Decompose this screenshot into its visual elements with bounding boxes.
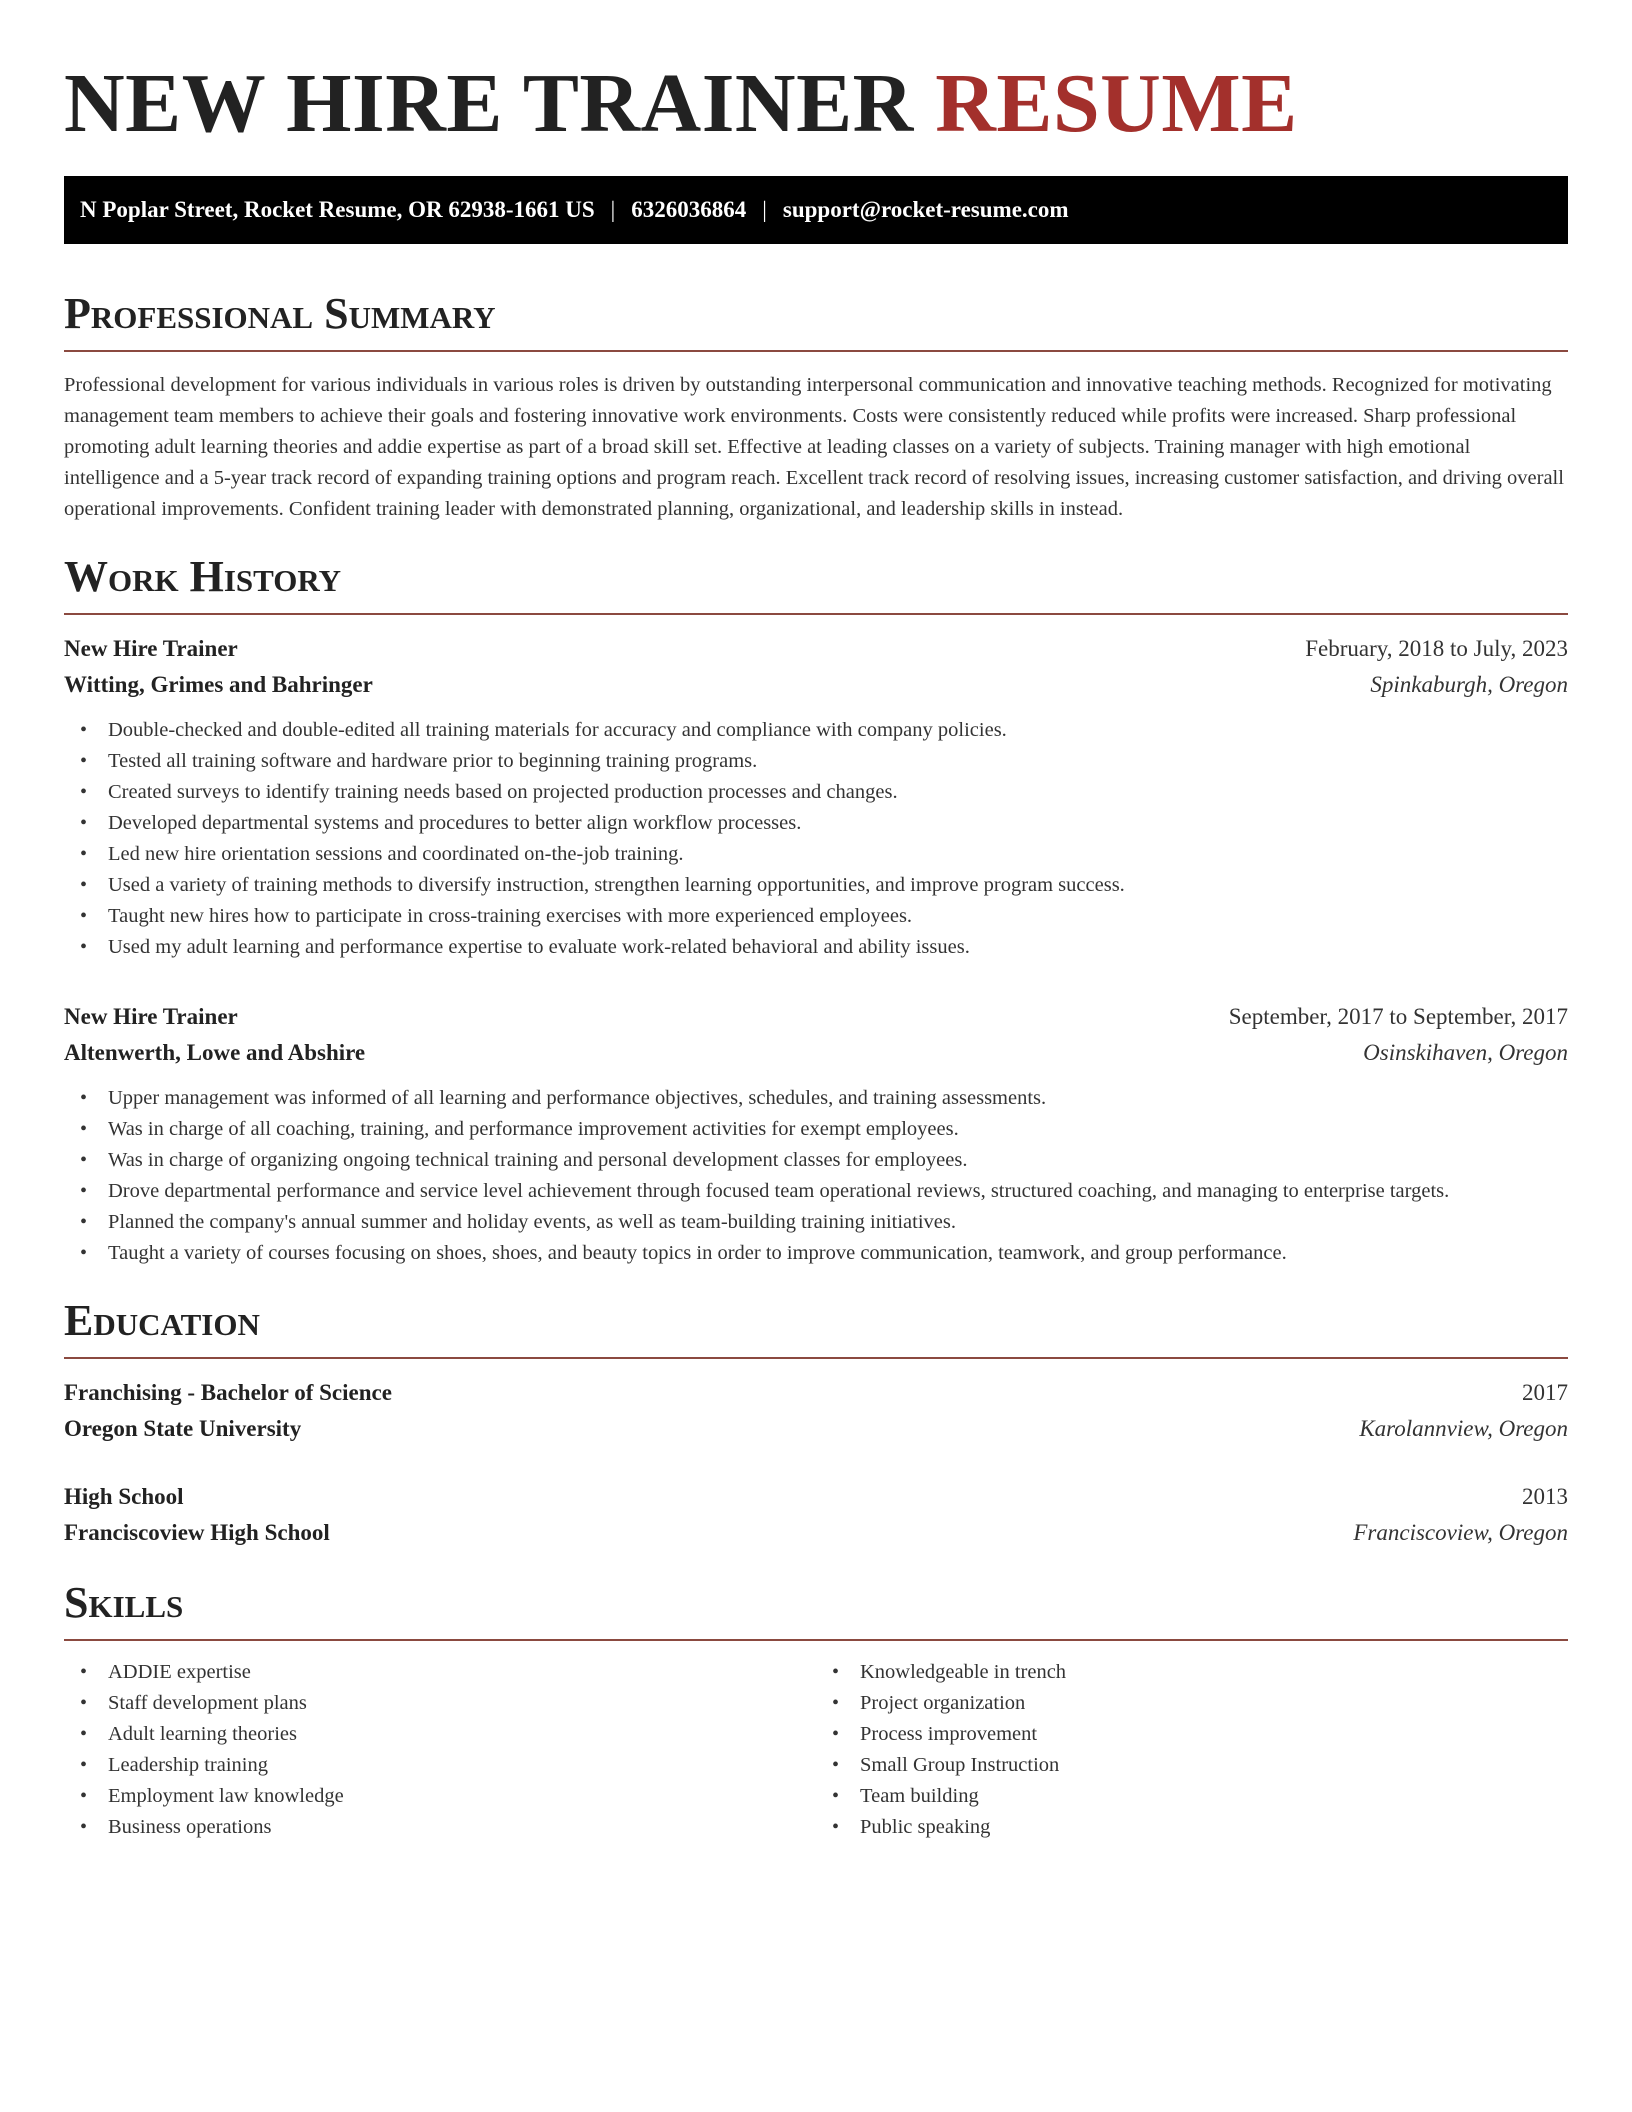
- contact-bar: [64, 176, 1568, 244]
- skills-grid: [64, 1657, 1568, 1843]
- resume-title: [64, 56, 1568, 152]
- section-divider: [64, 613, 1568, 615]
- list-item: • Used my adult learning and performance expertise to evaluate work-related behavioral and ability issues.: [80, 932, 1568, 963]
- education-degree: High School: [64, 1484, 184, 1509]
- job-company-row: [64, 1035, 1568, 1071]
- list-item: • Developed departmental systems and procedures to better align workflow processes.: [80, 808, 1568, 839]
- contact-separator: |: [610, 197, 616, 222]
- education-year: 2017: [1522, 1380, 1568, 1405]
- education-heading: Education: [64, 1296, 260, 1345]
- skills-column-left: [64, 1657, 816, 1843]
- skill-item: • Leadership training: [80, 1750, 816, 1781]
- education-entry: [64, 1375, 1568, 1447]
- education-school-row: [64, 1515, 1568, 1551]
- section-divider: [64, 350, 1568, 352]
- job-location: Osinskihaven, Oregon: [1363, 1040, 1568, 1065]
- education-header-row: [64, 1375, 1568, 1411]
- list-item: • Double-checked and double-edited all training materials for accuracy and compliance with company policies.: [80, 715, 1568, 746]
- job-title: New Hire Trainer: [64, 636, 238, 661]
- skill-item: • Process improvement: [832, 1719, 1568, 1750]
- skills-column-right: [816, 1657, 1568, 1843]
- list-item: • Led new hire orientation sessions and coordinated on-the-job training.: [80, 839, 1568, 870]
- job-dates: February, 2018 to July, 2023: [1305, 636, 1568, 661]
- skill-item: • Employment law knowledge: [80, 1781, 816, 1812]
- education-location: Franciscoview, Oregon: [1353, 1520, 1568, 1545]
- education-header-row: [64, 1479, 1568, 1515]
- list-item: • Was in charge of organizing ongoing technical training and personal development classes for employees.: [80, 1145, 1568, 1176]
- job-company-row: [64, 667, 1568, 703]
- job-header-row: [64, 999, 1568, 1035]
- contact-phone[interactable]: 6326036864: [631, 197, 747, 222]
- skill-item: • Adult learning theories: [80, 1719, 816, 1750]
- job-duties-list: [64, 715, 1568, 963]
- summary-text: Professional development for various individuals in various roles is driven by outstanding interpersonal communication and innovative teaching methods. Recognized for motivating management team members to achieve their goals and fostering innovative work environments. Costs were consistently reduced while profits were increased. Sharp professional promoting adult learning theories and addie expertise as part of a broad skill set. Effective at leading classes on a variety of subjects. Training manager with high emotional intelligence and a 5-year track record of expanding training options and program reach. Excellent track record of resolving issues, increasing customer satisfaction, and driving overall operational improvements. Confident training leader with demonstrated planning, organizational, and leadership skills in instead.: [64, 374, 1564, 520]
- list-item: • Upper management was informed of all learning and performance objectives, schedules, and training assessments.: [80, 1083, 1568, 1114]
- summary-heading: Professional Summary: [64, 289, 496, 338]
- list-item: • Planned the company's annual summer and holiday events, as well as team-building training initiatives.: [80, 1207, 1568, 1238]
- skill-item: • Knowledgeable in trench: [832, 1657, 1568, 1688]
- contact-separator: |: [762, 197, 767, 222]
- job-location: Spinkaburgh, Oregon: [1370, 672, 1568, 697]
- contact-address: N Poplar Street, Rocket Resume, OR 62938-1661 US: [80, 197, 595, 222]
- list-item: • Taught a variety of courses focusing on shoes, shoes, and beauty topics in order to improve communication, teamwork, and group performance.: [80, 1238, 1568, 1269]
- work-history-section: [64, 551, 1568, 1269]
- contact-email[interactable]: support@rocket-resume.com: [782, 197, 1069, 222]
- summary-section: [64, 288, 1568, 525]
- job-title: New Hire Trainer: [64, 1004, 238, 1029]
- education-school: Oregon State University: [64, 1416, 302, 1441]
- skill-item: • Small Group Instruction: [832, 1750, 1568, 1781]
- skill-item: • Business operations: [80, 1812, 816, 1843]
- job-duties-list: [64, 1083, 1568, 1269]
- education-entry: [64, 1479, 1568, 1551]
- job-entry: [64, 999, 1568, 1269]
- skill-item: • Staff development plans: [80, 1688, 816, 1719]
- list-item: • Created surveys to identify training needs based on projected production processes and changes.: [80, 777, 1568, 808]
- skills-list: [64, 1657, 816, 1843]
- job-company: Altenwerth, Lowe and Abshire: [64, 1040, 366, 1065]
- list-item: • Used a variety of training methods to diversify instruction, strengthen learning opportunities, and improve program success.: [80, 870, 1568, 901]
- job-header-row: [64, 631, 1568, 667]
- education-school: Franciscoview High School: [64, 1520, 330, 1545]
- job-company: Witting, Grimes and Bahringer: [64, 672, 373, 697]
- job-dates: September, 2017 to September, 2017: [1228, 1004, 1568, 1029]
- job-entry: [64, 631, 1568, 963]
- title-main: NEW HIRE TRAINER: [64, 57, 914, 150]
- education-school-row: [64, 1411, 1568, 1447]
- title-accent: RESUME: [935, 57, 1298, 150]
- education-section: [64, 1295, 1568, 1551]
- list-item: • Tested all training software and hardware prior to beginning training programs.: [80, 746, 1568, 777]
- skills-section: [64, 1577, 1568, 1843]
- education-year: 2013: [1522, 1484, 1568, 1509]
- list-item: • Taught new hires how to participate in cross-training exercises with more experienced employees.: [80, 901, 1568, 932]
- skill-item: • Public speaking: [832, 1812, 1568, 1843]
- education-location: Karolannview, Oregon: [1359, 1416, 1568, 1441]
- skills-list: [816, 1657, 1568, 1843]
- work-history-heading: Work History: [64, 552, 342, 601]
- skill-item: • Team building: [832, 1781, 1568, 1812]
- section-divider: [64, 1639, 1568, 1641]
- skill-item: • Project organization: [832, 1688, 1568, 1719]
- section-divider: [64, 1357, 1568, 1359]
- education-degree: Franchising - Bachelor of Science: [64, 1380, 392, 1405]
- skills-heading: Skills: [64, 1578, 184, 1627]
- list-item: • Was in charge of all coaching, training, and performance improvement activities for exempt employees.: [80, 1114, 1568, 1145]
- list-item: • Drove departmental performance and service level achievement through focused team operational reviews, structured coaching, and managing to enterprise targets.: [80, 1176, 1568, 1207]
- skill-item: • ADDIE expertise: [80, 1657, 816, 1688]
